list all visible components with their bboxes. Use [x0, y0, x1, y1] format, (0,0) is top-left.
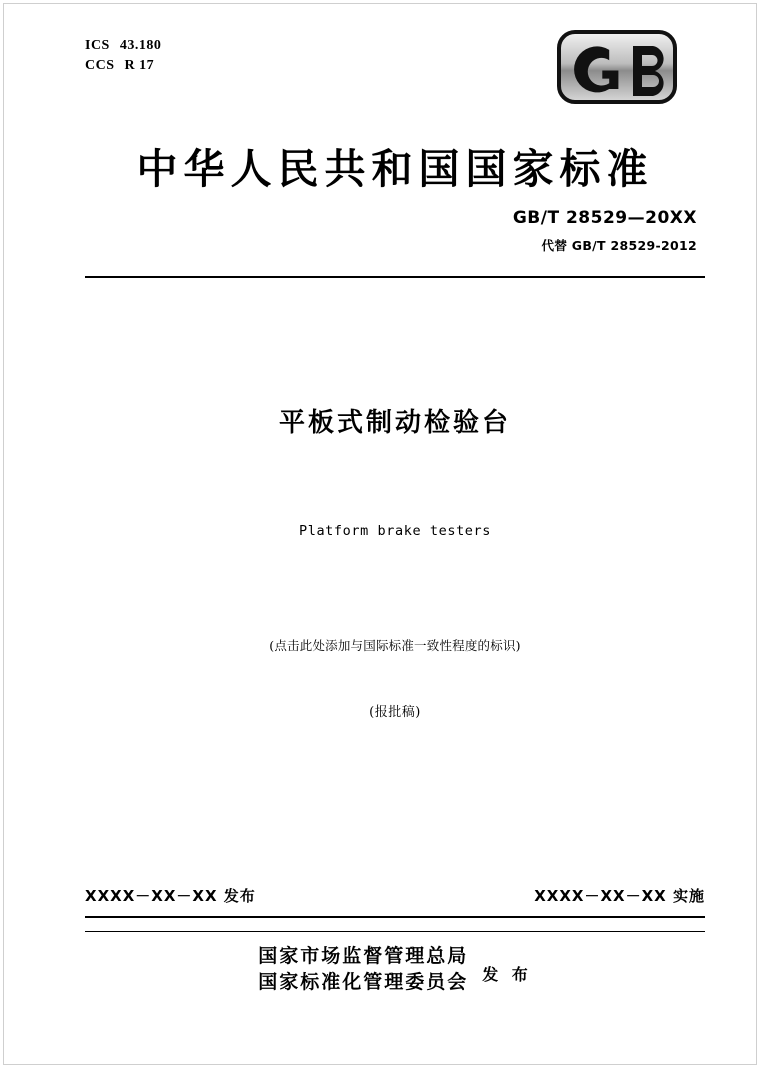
effective-label: 实施: [672, 887, 705, 905]
divider-bottom-thin: [85, 931, 705, 932]
issue-date-group: [85, 885, 256, 906]
document-title-en: Platform brake testers: [298, 523, 491, 539]
cover-sheet: [85, 28, 705, 1018]
dates-row: [85, 885, 705, 906]
effective-date: XXXX－XX－XX: [534, 887, 667, 905]
issue-label: 发布: [223, 887, 256, 905]
ics-ccs-block: [85, 36, 161, 76]
standard-number: GB/T 28529—20XX: [512, 208, 697, 228]
standard-number-block: [513, 208, 697, 254]
ics-line: [85, 36, 161, 56]
issue-date: XXXX－XX－XX: [85, 887, 218, 905]
ccs-line: [85, 56, 161, 76]
publish-label: 发 布: [482, 964, 532, 984]
document-title-cn: 平板式制动检验台: [278, 408, 511, 438]
issuer-names: [258, 943, 468, 995]
ccs-label: CCS: [85, 58, 115, 73]
consistency-note: (点击此处添加与国际标准一致性程度的标识): [269, 638, 521, 653]
ics-value: 43.180: [119, 38, 162, 53]
issuer-line-1: 国家市场监督管理总局: [258, 945, 469, 967]
divider-bottom: [85, 916, 705, 918]
divider-top: [85, 276, 705, 278]
page-title: 中华人民共和国国家标准: [136, 145, 654, 193]
issuer-block: [85, 943, 705, 995]
ccs-value: R 17: [124, 58, 155, 73]
document-stage: (报批稿): [369, 705, 421, 720]
ics-label: ICS: [85, 38, 110, 53]
gb-logo-icon: [537, 28, 697, 106]
issuer-line-2: 国家标准化管理委员会: [258, 971, 469, 993]
standard-replaces: 代替 GB/T 28529-2012: [541, 238, 697, 253]
effective-date-group: [534, 885, 705, 906]
